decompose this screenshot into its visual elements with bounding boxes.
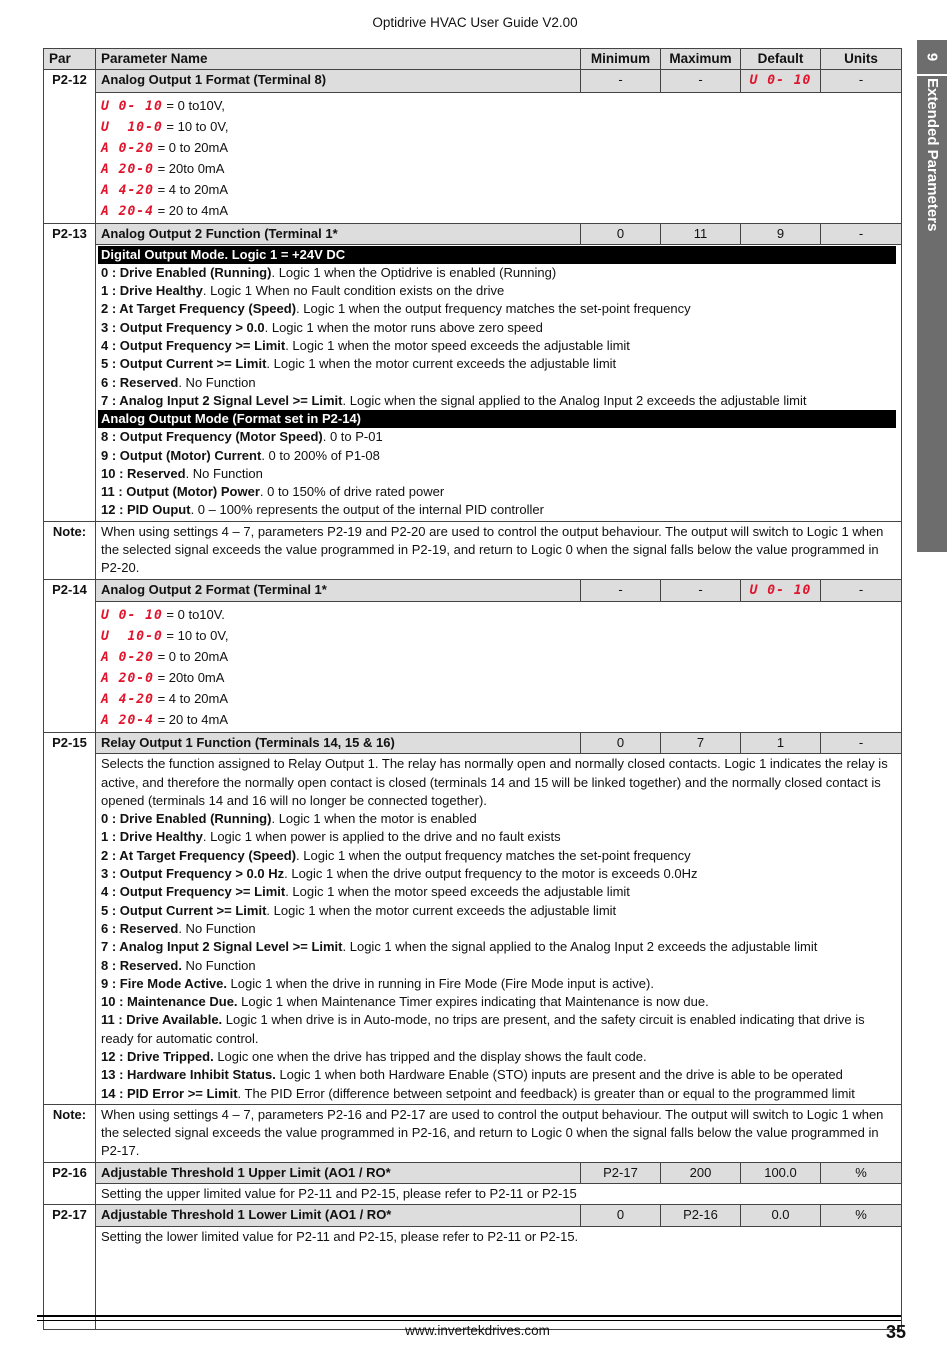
list-item: U 0- 10 = 0 to10V. xyxy=(101,606,225,623)
chapter-title: Extended Parameters xyxy=(924,78,941,232)
list-item: U 10-0 = 10 to 0V, xyxy=(101,118,229,135)
param-units: % xyxy=(821,1162,902,1183)
list-item: 9 : Output (Motor) Current. 0 to 200% of P1-08 xyxy=(101,447,380,463)
param-max: 200 xyxy=(661,1162,741,1183)
param-max: 11 xyxy=(661,223,741,244)
param-description: Setting the upper limited value for P2-11 and P2-15, please refer to P2-11 or P2-15 xyxy=(96,1184,902,1205)
param-min: - xyxy=(581,579,661,601)
param-id: P2-13 xyxy=(44,223,96,521)
table-row xyxy=(44,601,902,732)
table-row xyxy=(44,1205,902,1226)
param-default: 0.0 xyxy=(741,1205,821,1226)
list-item: 14 : PID Error >= Limit. The PID Error (difference between setpoint and feedback) is greater than or equal to the programmed limit xyxy=(101,1085,855,1101)
param-description xyxy=(96,244,902,521)
param-id: P2-15 xyxy=(44,732,96,1104)
param-id: P2-17 xyxy=(44,1205,96,1329)
list-item: 13 : Hardware Inhibit Status. Logic 1 when both Hardware Enable (STO) inputs are present and the drive is able to be operated xyxy=(101,1067,843,1083)
table-row xyxy=(44,1162,902,1183)
param-units: % xyxy=(821,1205,902,1226)
table-row xyxy=(44,754,902,1105)
param-max: - xyxy=(661,579,741,601)
param-id: P2-16 xyxy=(44,1162,96,1205)
param-min: 0 xyxy=(581,223,661,244)
param-name: Analog Output 2 Format (Terminal 1* xyxy=(96,579,581,601)
col-par: Par xyxy=(44,49,96,70)
param-description xyxy=(96,754,902,1105)
list-item: 12 : PID Ouput. 0 – 100% represents the output of the internal PID controller xyxy=(101,502,544,518)
page-number: 35 xyxy=(886,1322,907,1342)
table-row xyxy=(44,244,902,521)
param-description: Setting the lower limited value for P2-11 and P2-15, please refer to P2-11 or P2-15. xyxy=(96,1226,902,1329)
page-header: Optidrive HVAC User Guide V2.00 xyxy=(372,15,578,30)
param-name: Adjustable Threshold 1 Lower Limit (AO1 / RO* xyxy=(96,1205,581,1226)
param-id: P2-12 xyxy=(44,70,96,223)
list-item: 4 : Output Frequency >= Limit. Logic 1 when the motor speed exceeds the adjustable limit xyxy=(101,884,630,900)
list-item: 10 : Reserved. No Function xyxy=(101,465,263,481)
param-default: U 0- 10 xyxy=(749,73,812,89)
list-item: 7 : Analog Input 2 Signal Level >= Limit. Logic 1 when the signal applied to the Analog Input 2 exceeds the adjustable limit xyxy=(101,939,818,955)
param-max: P2-16 xyxy=(661,1205,741,1226)
param-max: 7 xyxy=(661,732,741,753)
list-item: 11 : Drive Available. Logic 1 when drive is in Auto-mode, no trips are present, and the safety circuit is enabled indicating that drive is ready for automatic control. xyxy=(101,1012,865,1046)
param-name: Analog Output 1 Format (Terminal 8) xyxy=(96,70,581,92)
param-units: - xyxy=(821,579,902,601)
param-description xyxy=(96,601,902,732)
list-item: 6 : Reserved. No Function xyxy=(101,374,256,390)
list-item: 1 : Drive Healthy. Logic 1 when power is applied to the drive and no fault exists xyxy=(101,829,561,845)
param-id: P2-14 xyxy=(44,579,96,732)
col-name: Parameter Name xyxy=(96,49,581,70)
list-item: 9 : Fire Mode Active. Logic 1 when the drive in running in Fire Mode (Fire Mode input is active). xyxy=(101,975,654,991)
table-row xyxy=(44,579,902,601)
table-row xyxy=(44,223,902,244)
list-item: 12 : Drive Tripped. Logic one when the drive has tripped and the display shows the fault code. xyxy=(101,1048,647,1064)
param-units: - xyxy=(821,70,902,92)
list-item: A 20-0 = 20to 0mA xyxy=(101,669,225,686)
col-min: Minimum xyxy=(581,49,661,70)
list-item: 7 : Analog Input 2 Signal Level >= Limit. Logic when the signal applied to the Analog Input 2 exceeds the adjustable limit xyxy=(101,392,807,408)
list-item: 0 : Drive Enabled (Running). Logic 1 when the Optidrive is enabled (Running) xyxy=(101,264,557,280)
table-row xyxy=(44,1104,902,1162)
param-name: Relay Output 1 Function (Terminals 14, 15 & 16) xyxy=(96,732,581,753)
footer-rule xyxy=(37,1315,901,1317)
list-item: 2 : At Target Frequency (Speed). Logic 1 when the output frequency matches the set-point frequency xyxy=(101,847,691,863)
table-row xyxy=(44,732,902,753)
section-header: Analog Output Mode (Format set in P2-14) xyxy=(98,410,896,428)
param-max: - xyxy=(661,70,741,92)
param-default: U 0- 10 xyxy=(749,582,812,598)
list-item: 8 : Output Frequency (Motor Speed). 0 to P-01 xyxy=(101,429,383,445)
list-item: U 0- 10 = 0 to10V, xyxy=(101,97,225,114)
param-min: - xyxy=(581,70,661,92)
list-item: 1 : Drive Healthy. Logic 1 When no Fault condition exists on the drive xyxy=(101,283,505,299)
parameter-table xyxy=(43,48,902,1330)
list-item: A 20-0 = 20to 0mA xyxy=(101,160,225,177)
table-row xyxy=(44,1226,902,1329)
list-item: A 4-20 = 4 to 20mA xyxy=(101,690,229,707)
table-header-row xyxy=(44,49,902,70)
note-text: When using settings 4 – 7, parameters P2-16 and P2-17 are used to control the output behaviour. The output will switch to Logic 1 when the selected signal exceeds the value programmed in P2-16, and return to Logic 0 when the signal falls below the value programmed in P2-17. xyxy=(96,1104,902,1162)
list-item: A 20-4 = 20 to 4mA xyxy=(101,711,229,728)
col-units: Units xyxy=(821,49,902,70)
list-item: A 0-20 = 0 to 20mA xyxy=(101,139,229,156)
list-item: 10 : Maintenance Due. Logic 1 when Maintenance Timer expires indicating that Maintenance is now due. xyxy=(101,994,709,1010)
chapter-number: 9 xyxy=(923,52,941,62)
note-text: When using settings 4 – 7, parameters P2-19 and P2-20 are used to control the output behaviour. The output will switch to Logic 1 when the selected signal exceeds the value programmed in P2-19, and return to Logic 0 when the signal falls below the value programmed in P2-20. xyxy=(96,521,902,579)
param-default: 1 xyxy=(741,732,821,753)
list-item: A 4-20 = 4 to 20mA xyxy=(101,181,229,198)
param-default: 9 xyxy=(741,223,821,244)
list-item: 4 : Output Frequency >= Limit. Logic 1 when the motor speed exceeds the adjustable limit xyxy=(101,338,630,354)
param-description xyxy=(96,92,902,223)
table-row xyxy=(44,1184,902,1205)
param-units: - xyxy=(821,732,902,753)
col-default: Default xyxy=(741,49,821,70)
list-item: 2 : At Target Frequency (Speed). Logic 1 when the output frequency matches the set-point frequency xyxy=(101,301,691,317)
param-name: Analog Output 2 Function (Terminal 1* xyxy=(96,223,581,244)
list-item: 11 : Output (Motor) Power. 0 to 150% of drive rated power xyxy=(101,484,445,500)
list-item: U 10-0 = 10 to 0V, xyxy=(101,627,229,644)
table-row xyxy=(44,92,902,223)
param-name: Adjustable Threshold 1 Upper Limit (AO1 / RO* xyxy=(96,1162,581,1183)
section-header: Digital Output Mode. Logic 1 = +24V DC xyxy=(98,246,896,264)
list-item: 3 : Output Frequency > 0.0 Hz. Logic 1 when the drive output frequency to the motor is exceeds 0.0Hz xyxy=(101,866,698,882)
param-min: 0 xyxy=(581,732,661,753)
param-min: P2-17 xyxy=(581,1162,661,1183)
footer-url: www.invertekdrives.com xyxy=(405,1323,550,1338)
note-label: Note: xyxy=(44,1104,96,1162)
table-row xyxy=(44,521,902,579)
chapter-tab xyxy=(917,40,947,552)
param-default: 100.0 xyxy=(741,1162,821,1183)
col-max: Maximum xyxy=(661,49,741,70)
param-units: - xyxy=(821,223,902,244)
list-item: A 0-20 = 0 to 20mA xyxy=(101,648,229,665)
list-item: A 20-4 = 20 to 4mA xyxy=(101,202,229,219)
list-item: 0 : Drive Enabled (Running). Logic 1 when the motor is enabled xyxy=(101,811,477,827)
intro-text: Selects the function assigned to Relay Output 1. The relay has normally open and normally closed contacts. Logic 1 indicates the relay is active, and therefore the normally open contact is closed (terminals 14 and 15 will be linked together) and the normally closed contact is opened (terminals 14 and 16 will no longer be connected together). xyxy=(101,756,888,808)
list-item: 6 : Reserved. No Function xyxy=(101,920,256,936)
note-label: Note: xyxy=(44,521,96,579)
list-item: 5 : Output Current >= Limit. Logic 1 when the motor current exceeds the adjustable limit xyxy=(101,902,617,918)
param-min: 0 xyxy=(581,1205,661,1226)
list-item: 5 : Output Current >= Limit. Logic 1 when the motor current exceeds the adjustable limit xyxy=(101,356,617,372)
list-item: 3 : Output Frequency > 0.0. Logic 1 when the motor runs above zero speed xyxy=(101,319,543,335)
list-item: 8 : Reserved. No Function xyxy=(101,957,256,973)
table-row xyxy=(44,70,902,92)
footer-rule xyxy=(37,1320,901,1321)
